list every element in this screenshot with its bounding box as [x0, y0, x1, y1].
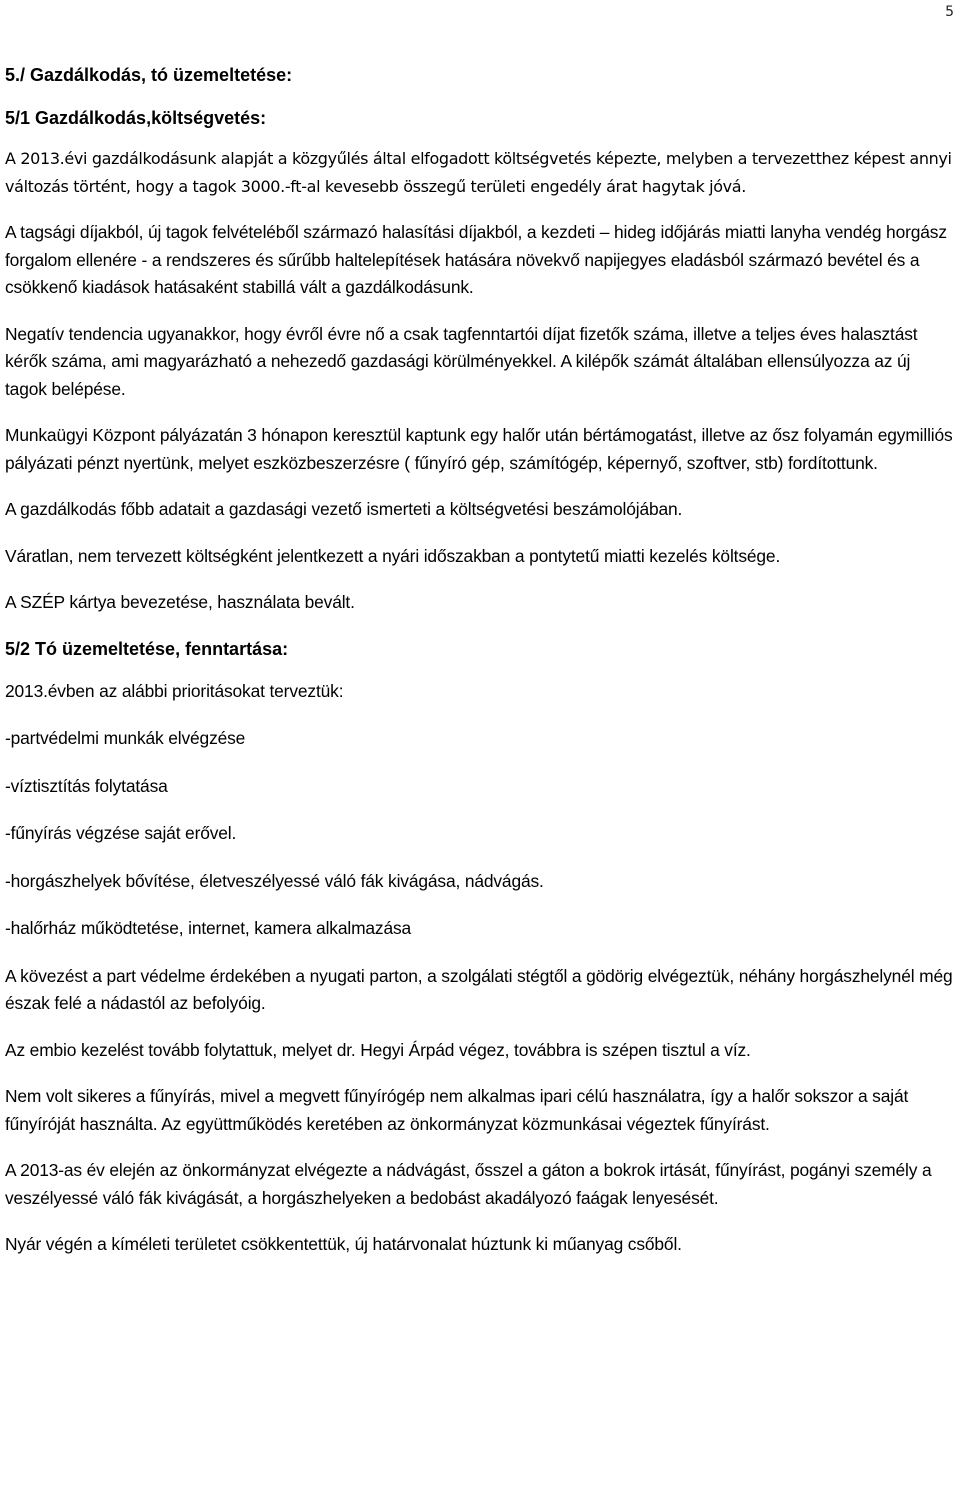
section-heading-5: 5./ Gazdálkodás, tó üzemeltetése:: [5, 65, 293, 85]
paragraph-grants: Munkaügyi Központ pályázatán 3 hónapon keresztül kaptunk egy halőr után bértámogatást, illetve az ősz folyamán egymilliós pályázati pénzt nyertünk, melyet eszközbeszerzésre ( fűnyíró gép, számítógép, képernyő, szoftver, stb) fordítottunk.: [5, 425, 953, 473]
paragraph-szep-card: A SZÉP kártya bevezetése, használata bevált.: [5, 592, 355, 612]
paragraph-budget: A 2013.évi gazdálkodásunk alapját a közgyűlés által elfogadott költségvetés képezte, melyben a tervezetthez képest annyi változás történt, hogy a tagok 3000.-ft-al kevesebb összegű területi engedély árat hagytak jóvá.: [5, 149, 952, 196]
subsection-heading-5-1: 5/1 Gazdálkodás,költségvetés:: [5, 108, 267, 128]
paragraph-municipality-works: A 2013-as év elején az önkormányzat elvégezte a nádvágást, ősszel a gáton a bokrok irtását, fűnyírást, pogányi személy a veszélyessé váló fák kivágását, a horgászhelyeken a bedobást akadályozó faágak lenyesését.: [5, 1160, 932, 1208]
priority-item: -halőrház működtetése, internet, kamera alkalmazása: [5, 918, 412, 938]
paragraph-income: A tagsági díjakból, új tagok felvételéből származó halasítási díjakból, a kezdeti – hideg időjárás miatti lanyha vendég horgász forgalom ellenére - a rendszeres és sűrűbb haltelepítések hatására növekvő napijegyes eladásból származó bevétel és a csökkenő kiadások hatásaként stabillá vált a gazdálkodásunk.: [5, 222, 947, 297]
paragraph-protected-area: Nyár végén a kíméleti területet csökkentettük, új határvonalat húztunk ki műanyag csőből.: [5, 1234, 682, 1254]
priority-item: -partvédelmi munkák elvégzése: [5, 728, 246, 748]
priority-item: -fűnyírás végzése saját erővel.: [5, 823, 237, 843]
paragraph-mowing: Nem volt sikeres a fűnyírás, mivel a megvett fűnyírógép nem alkalmas ipari célú használatra, így a halőr sokszor a saját fűnyíróját használta. Az együttműködés keretében az önkormányzat közmunkásai végeztek fűnyírást.: [5, 1086, 909, 1134]
page-number: 5: [945, 4, 954, 20]
subsection-heading-5-2: 5/2 Tó üzemeltetése, fenntartása:: [5, 638, 289, 659]
priority-item: -víztisztítás folytatása: [5, 775, 168, 796]
document-body: [5, 62, 953, 1278]
paragraph-unexpected-cost: Váratlan, nem tervezett költségként jelentkezett a nyári időszakban a pontytetű miatti kezelés költsége.: [5, 545, 781, 566]
priority-item: -horgászhelyek bővítése, életveszélyessé váló fák kivágása, nádvágás.: [5, 870, 544, 891]
paragraph-main-data: A gazdálkodás főbb adatait a gazdasági vezető ismerteti a költségvetési beszámolójában.: [5, 499, 683, 519]
paragraph-embio: Az embio kezelést tovább folytattuk, melyet dr. Hegyi Árpád végez, továbbra is szépen tisztul a víz.: [5, 1039, 751, 1060]
paragraph-priorities-intro: 2013.évben az alábbi prioritásokat terveztük:: [5, 680, 344, 701]
paragraph-stone-works: A kövezést a part védelme érdekében a nyugati parton, a szolgálati stégtől a gödörig elvégeztük, néhány horgászhelynél még észak felé a nádastól az befolyóig.: [5, 965, 953, 1013]
paragraph-negative-trend: Negatív tendencia ugyanakkor, hogy évről évre nő a csak tagfenntartói díjat fizetők száma, illetve a teljes éves halasztást kérők száma, ami magyarázható a nehezedő gazdasági körülményekkel. A kilépők számát általában ellensúlyozza az új tagok belépése.: [5, 323, 918, 399]
